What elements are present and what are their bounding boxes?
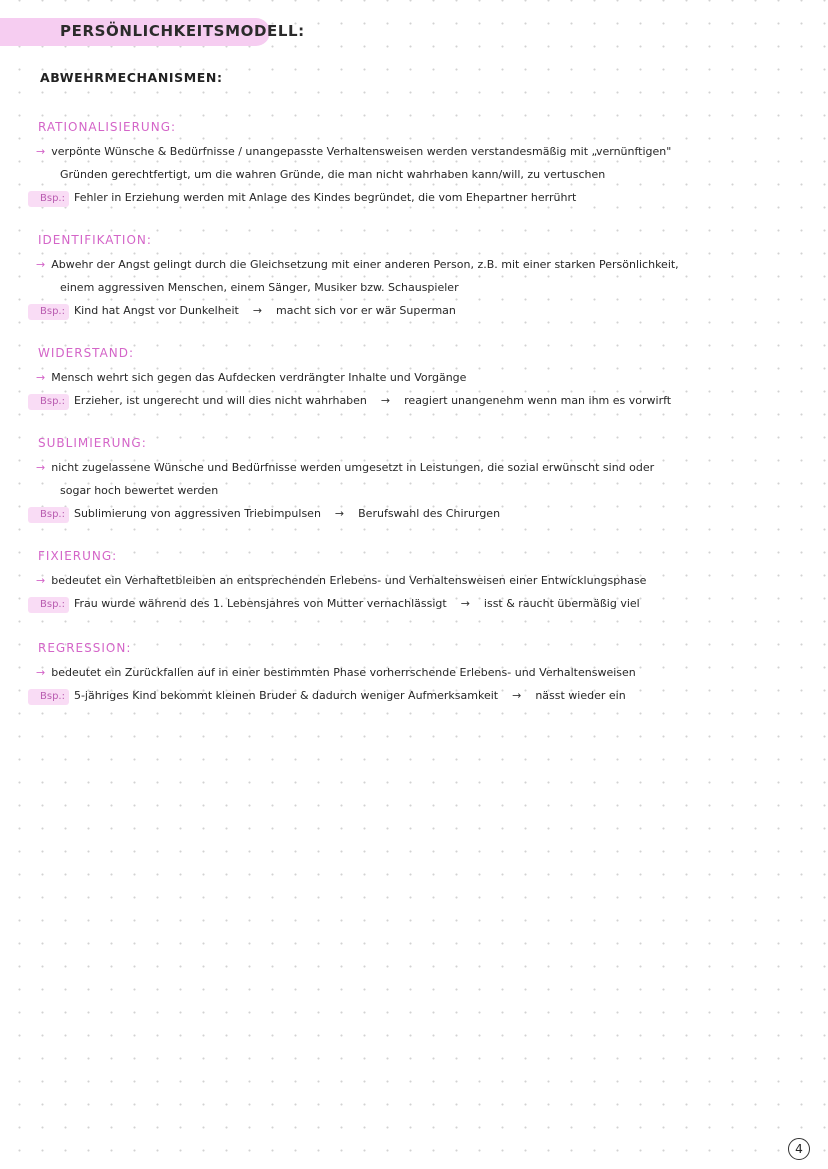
section-fixierung [36, 547, 806, 615]
section-heading: ABWEHRMECHANISMEN: [40, 70, 223, 85]
section-sublimierung [36, 434, 806, 525]
page-title: PERSÖNLICHKEITSMODELL: [60, 22, 305, 40]
example-text: Erzieher, ist ungerecht und will dies nicht wahrhaben [73, 394, 367, 407]
definition-line: Gründen gerechtfertigt, um die wahren Gründe, die man nicht wahrhaben kann/will, zu vertuschen [60, 168, 606, 181]
example-result: isst & raucht übermäßig viel [483, 597, 640, 610]
definition-text: bedeutet ein Verhaftetbleiben an entsprechenden Erlebens- und Verhaltensweisen einer Entwicklungsphase [51, 574, 647, 587]
example-line [36, 592, 806, 615]
definition-line [36, 140, 806, 163]
definition-line [36, 253, 806, 276]
definition-text: nicht zugelassene Wünsche und Bedürfnisse werden umgesetzt in Leistungen, die sozial erwünscht sind oder [51, 461, 655, 474]
arrow-icon: → [36, 461, 46, 474]
example-result: nässt wieder ein [535, 689, 626, 702]
arrow-icon: → [36, 371, 46, 384]
definition-line [36, 366, 806, 389]
example-text: Sublimierung von aggressiven Triebimpulsen [73, 507, 321, 520]
example-label: Bsp.: [28, 394, 69, 410]
arrow-icon: → [36, 574, 46, 587]
definition-text: verpönte Wünsche & Bedürfnisse / unangepasste Verhaltensweisen werden verstandesmäßig mit „vernünftigen" [51, 145, 672, 158]
section-rationalisierung [36, 118, 806, 209]
section-title: IDENTIFIKATION: [38, 233, 152, 247]
section-title: SUBLIMIERUNG: [38, 436, 147, 450]
arrow-icon: → [36, 145, 46, 158]
definition-text: Mensch wehrt sich gegen das Aufdecken verdrängter Inhalte und Vorgänge [51, 371, 467, 384]
section-title: RATIONALISIERUNG: [38, 120, 177, 134]
example-result: macht sich vor er wär Superman [276, 304, 456, 317]
example-result: reagiert unangenehm wenn man ihm es vorwirft [404, 394, 672, 407]
definition-text: bedeutet ein Zurückfallen auf in einer bestimmten Phase vorherrschende Erlebens- und Verhaltensweisen [51, 666, 636, 679]
section-title: FIXIERUNG: [38, 549, 118, 563]
section-widerstand [36, 344, 806, 412]
example-label: Bsp.: [28, 507, 69, 523]
section-regression [36, 639, 806, 707]
page-number: 4 [788, 1138, 810, 1160]
definition-line [36, 456, 806, 479]
arrow-icon: → [380, 394, 391, 407]
example-label: Bsp.: [28, 191, 69, 207]
arrow-icon: → [36, 666, 46, 679]
example-text: 5-jähriges Kind bekommt kleinen Bruder & dadurch weniger Aufmerksamkeit [73, 689, 499, 702]
definition-line: sogar hoch bewertet werden [60, 484, 219, 497]
example-line [36, 389, 806, 412]
section-identifikation [36, 231, 806, 322]
arrow-icon: → [252, 304, 263, 317]
section-title: REGRESSION: [38, 641, 132, 655]
definition-line [36, 569, 806, 592]
arrow-icon: → [334, 507, 345, 520]
example-line [36, 684, 806, 707]
arrow-icon: → [36, 258, 46, 271]
section-title: WIDERSTAND: [38, 346, 135, 360]
example-label: Bsp.: [28, 597, 69, 613]
example-label: Bsp.: [28, 689, 69, 705]
example-result: Berufswahl des Chirurgen [358, 507, 501, 520]
example-label: Bsp.: [28, 304, 69, 320]
example-line [36, 299, 806, 322]
definition-line: einem aggressiven Menschen, einem Sänger, Musiker bzw. Schauspieler [60, 281, 459, 294]
definition-text: Abwehr der Angst gelingt durch die Gleichsetzung mit einer anderen Person, z.B. mit einer starken Persönlichkeit, [51, 258, 679, 271]
arrow-icon: → [512, 689, 522, 702]
example-text: Kind hat Angst vor Dunkelheit [73, 304, 239, 317]
example-line [36, 502, 806, 525]
example-line [36, 186, 806, 209]
definition-line [36, 661, 806, 684]
example-text: Fehler in Erziehung werden mit Anlage des Kindes begründet, die vom Ehepartner herrührt [73, 191, 577, 204]
example-text: Frau wurde während des 1. Lebensjahres von Mutter vernachlässigt [73, 597, 447, 610]
arrow-icon: → [460, 597, 470, 610]
